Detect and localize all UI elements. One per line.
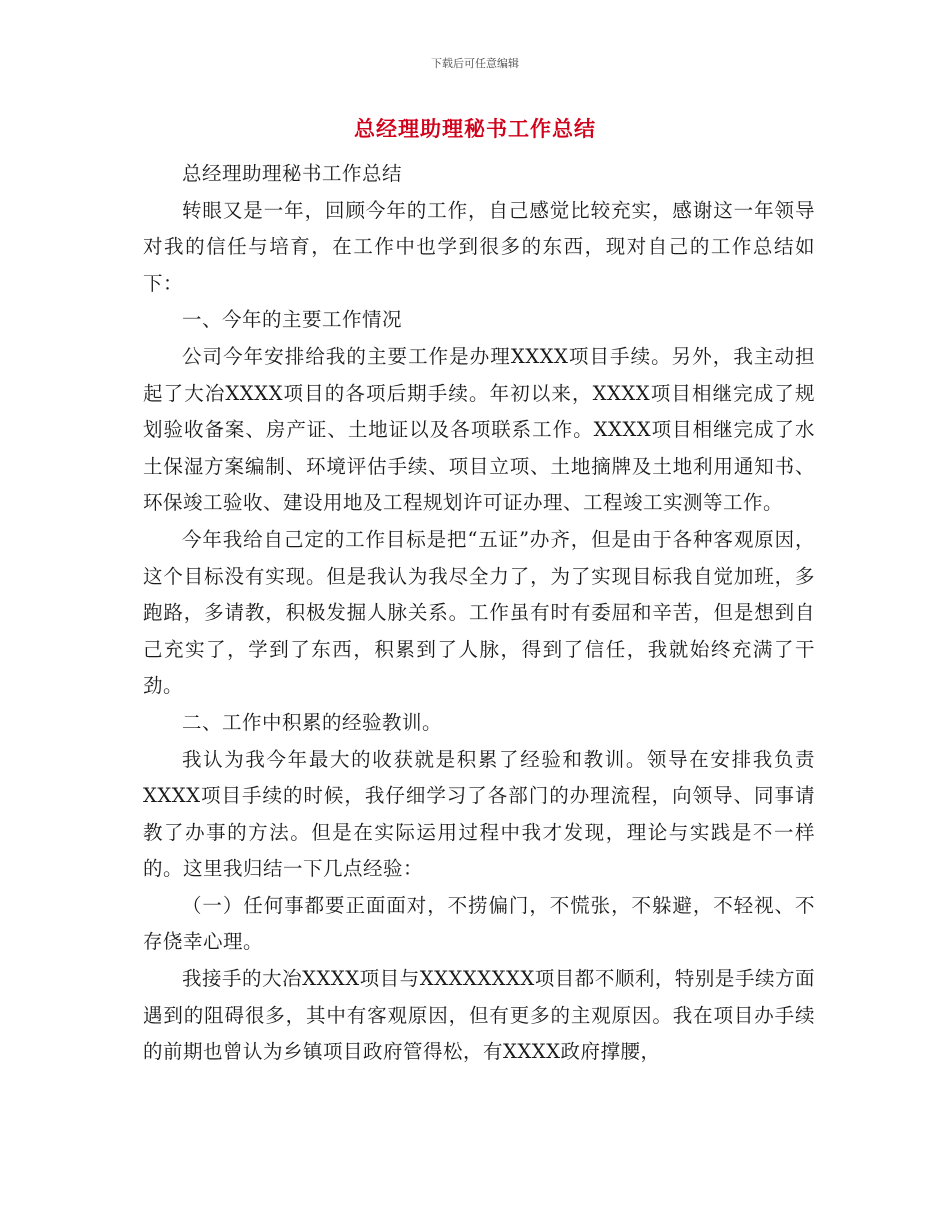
section-heading: 二、工作中积累的经验教训。 [182,710,443,734]
page-header-note: 下载后可任意编辑 [431,57,519,70]
paragraph: （一）任何事都要正面面对，不捞偏门，不慌张，不躲避，不轻视、不存侥幸心理。 [143,893,815,954]
paragraph: 我认为我今年最大的收获就是积累了经验和教训。领导在安排我负责XXXX项目手续的时候，我仔细学习了各部门的办理流程，向领导、同事请教了办事的方法。但是在实际运用过程中我才发现，理论与实践是不一样的。这里我归结一下几点经验： [143,747,815,881]
paragraph: 今年我给自己定的工作目标是把“五证”办齐，但是由于各种客观原因，这个目标没有实现。但是我认为我尽全力了，为了实现目标我自觉加班，多跑路，多请教，积极发掘人脉关系。工作虽有时有委屈和辛苦，但是想到自己充实了，学到了东西，积累到了人脉，得到了信任，我就始终充满了干劲。 [143,527,815,698]
paragraph: 转眼又是一年，回顾今年的工作，自己感觉比较充实，感谢这一年领导对我的信任与培育，在工作中也学到很多的东西，现对自己的工作总结如下： [143,198,815,295]
document-body [143,156,815,1071]
document-title: 总经理助理秘书工作总结 [354,117,596,141]
paragraph: 公司今年安排给我的主要工作是办理XXXX项目手续。另外，我主动担起了大冶XXXX项目的各项后期手续。年初以来，XXXX项目相继完成了规划验收备案、房产证、土地证以及各项联系工作。XXXX项目相继完成了水土保湿方案编制、环境评估手续、项目立项、土地摘牌及土地利用通知书、环保竣工验收、建设用地及工程规划许可证办理、工程竣工实测等工作。 [143,344,815,515]
paragraph: 我接手的大冶XXXX项目与XXXXXXXX项目都不顺利，特别是手续方面遇到的阻碍很多，其中有客观原因，但有更多的主观原因。我在项目办手续的前期也曾认为乡镇项目政府管得松，有XXXX政府撑腰， [143,967,815,1064]
paragraph: 总经理助理秘书工作总结 [182,162,403,185]
section-heading: 一、今年的主要工作情况 [182,308,403,332]
